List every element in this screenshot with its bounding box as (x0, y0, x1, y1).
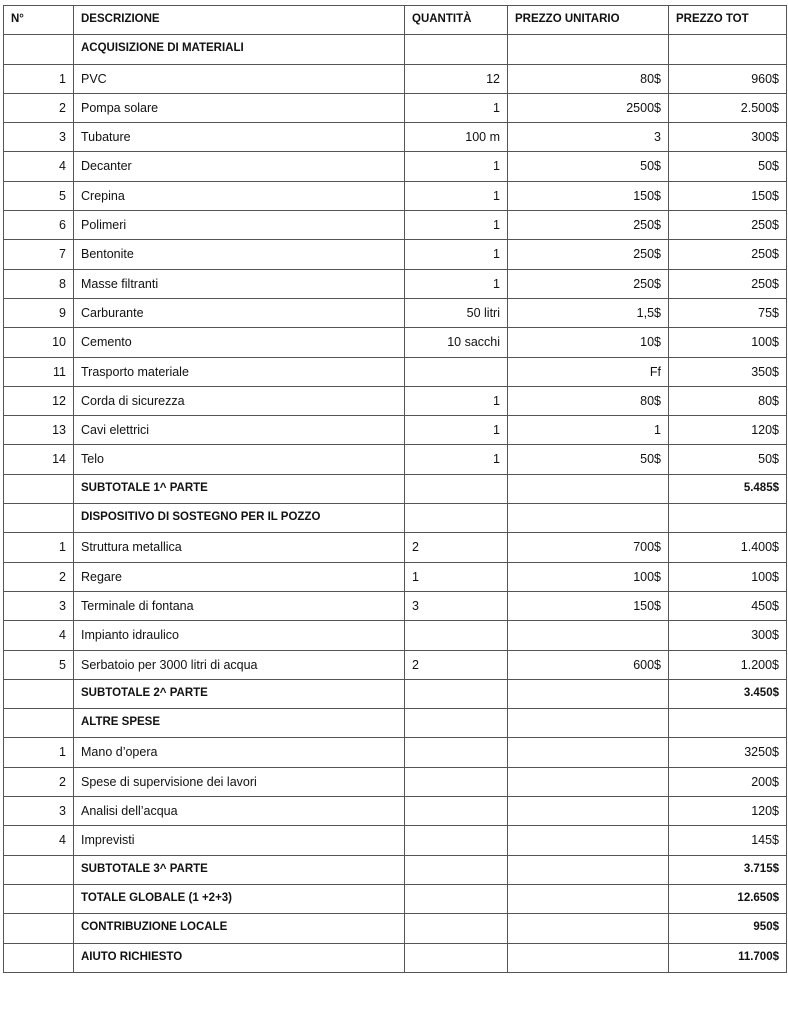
cell-quantity (405, 884, 508, 913)
cell-number: 5 (4, 181, 74, 210)
cell-description: PVC (74, 64, 405, 93)
cell-description: Analisi dell’acqua (74, 797, 405, 826)
cell-total-price: 250$ (669, 269, 787, 298)
table-row (4, 211, 787, 240)
table-row (4, 64, 787, 93)
cell-description: Telo (74, 445, 405, 474)
cell-total-price: 960$ (669, 64, 787, 93)
cell-total-price: 145$ (669, 826, 787, 855)
table-row (4, 826, 787, 855)
cell-quantity (405, 826, 508, 855)
cell-unit-price: 1 (508, 416, 669, 445)
cell-unit-price: 600$ (508, 650, 669, 679)
cell-quantity: 2 (405, 533, 508, 562)
cell-description: Spese di supervisione dei lavori (74, 767, 405, 796)
cell-total-price (669, 504, 787, 533)
cell-unit-price (508, 621, 669, 650)
cell-unit-price: Ff (508, 357, 669, 386)
cell-number (4, 474, 74, 503)
cell-total-price: 1.200$ (669, 650, 787, 679)
cell-number (4, 504, 74, 533)
header-description: DESCRIZIONE (74, 6, 405, 35)
cell-unit-price (508, 474, 669, 503)
cell-number (4, 884, 74, 913)
cell-unit-price (508, 679, 669, 708)
cell-total-price: 50$ (669, 445, 787, 474)
cell-total-price: 50$ (669, 152, 787, 181)
cell-quantity: 1 (405, 152, 508, 181)
table-row (4, 650, 787, 679)
cell-total-price: 250$ (669, 211, 787, 240)
cell-description: Carburante (74, 298, 405, 327)
cell-number: 4 (4, 826, 74, 855)
cell-number: 10 (4, 328, 74, 357)
cell-quantity: 50 litri (405, 298, 508, 327)
cell-description: SUBTOTALE 2^ PARTE (74, 679, 405, 708)
cell-description: CONTRIBUZIONE LOCALE (74, 914, 405, 943)
cell-unit-price (508, 709, 669, 738)
cell-unit-price: 250$ (508, 211, 669, 240)
cell-number: 4 (4, 621, 74, 650)
cell-unit-price (508, 943, 669, 972)
cell-unit-price (508, 738, 669, 767)
cell-number: 14 (4, 445, 74, 474)
cell-description: SUBTOTALE 1^ PARTE (74, 474, 405, 503)
cell-number: 9 (4, 298, 74, 327)
table-row (4, 357, 787, 386)
cell-description: Cavi elettrici (74, 416, 405, 445)
table-row (4, 298, 787, 327)
cell-number (4, 943, 74, 972)
cell-total-price: 200$ (669, 767, 787, 796)
cell-quantity: 1 (405, 269, 508, 298)
cell-quantity: 100 m (405, 123, 508, 152)
cell-number: 1 (4, 64, 74, 93)
cell-quantity: 1 (405, 386, 508, 415)
cell-number: 7 (4, 240, 74, 269)
table-row (4, 240, 787, 269)
cell-quantity: 1 (405, 93, 508, 122)
cell-number: 13 (4, 416, 74, 445)
cell-unit-price (508, 504, 669, 533)
table-row (4, 181, 787, 210)
cell-unit-price: 1,5$ (508, 298, 669, 327)
cell-total-price (669, 35, 787, 64)
cell-total-price: 150$ (669, 181, 787, 210)
subtotal-row (4, 943, 787, 972)
cell-total-price: 1.400$ (669, 533, 787, 562)
cell-quantity (405, 35, 508, 64)
cell-total-price: 3.715$ (669, 855, 787, 884)
table-row (4, 591, 787, 620)
cell-quantity: 1 (405, 211, 508, 240)
header-total-price: PREZZO TOT (669, 6, 787, 35)
section-row (4, 35, 787, 64)
cell-description: Trasporto materiale (74, 357, 405, 386)
cell-unit-price: 700$ (508, 533, 669, 562)
cell-total-price: 250$ (669, 240, 787, 269)
cell-quantity: 1 (405, 562, 508, 591)
cell-number: 2 (4, 93, 74, 122)
table-row (4, 797, 787, 826)
cell-quantity (405, 738, 508, 767)
table-row (4, 416, 787, 445)
cell-description: Serbatoio per 3000 litri di acqua (74, 650, 405, 679)
cell-quantity (405, 474, 508, 503)
cell-description: Polimeri (74, 211, 405, 240)
cell-description: Decanter (74, 152, 405, 181)
cell-total-price: 120$ (669, 416, 787, 445)
header-number: N° (4, 6, 74, 35)
cell-total-price: 75$ (669, 298, 787, 327)
cell-number (4, 35, 74, 64)
cell-quantity (405, 504, 508, 533)
table-row (4, 738, 787, 767)
cell-number: 1 (4, 533, 74, 562)
cell-number: 2 (4, 562, 74, 591)
cell-quantity (405, 679, 508, 708)
cell-description: Terminale di fontana (74, 591, 405, 620)
cell-quantity: 1 (405, 416, 508, 445)
cell-unit-price (508, 767, 669, 796)
table-row (4, 269, 787, 298)
budget-body (4, 35, 787, 973)
cell-unit-price (508, 35, 669, 64)
table-row (4, 767, 787, 796)
cell-total-price: 300$ (669, 123, 787, 152)
cell-unit-price: 250$ (508, 269, 669, 298)
cell-description: Crepina (74, 181, 405, 210)
cell-description: Imprevisti (74, 826, 405, 855)
cell-unit-price: 50$ (508, 445, 669, 474)
cell-description: ACQUISIZIONE DI MATERIALI (74, 35, 405, 64)
cell-unit-price: 100$ (508, 562, 669, 591)
cell-number: 8 (4, 269, 74, 298)
cell-quantity: 1 (405, 445, 508, 474)
cell-total-price: 5.485$ (669, 474, 787, 503)
cell-description: Corda di sicurezza (74, 386, 405, 415)
budget-table (3, 5, 787, 973)
cell-quantity (405, 855, 508, 884)
cell-unit-price (508, 855, 669, 884)
cell-description: Pompa solare (74, 93, 405, 122)
cell-quantity: 10 sacchi (405, 328, 508, 357)
cell-total-price: 12.650$ (669, 884, 787, 913)
cell-unit-price: 150$ (508, 181, 669, 210)
cell-number: 3 (4, 123, 74, 152)
table-row (4, 386, 787, 415)
cell-description: Tubature (74, 123, 405, 152)
cell-description: SUBTOTALE 3^ PARTE (74, 855, 405, 884)
cell-number: 2 (4, 767, 74, 796)
cell-description: TOTALE GLOBALE (1 +2+3) (74, 884, 405, 913)
table-row (4, 562, 787, 591)
cell-quantity: 1 (405, 181, 508, 210)
cell-number (4, 855, 74, 884)
cell-number: 12 (4, 386, 74, 415)
table-row (4, 328, 787, 357)
cell-number: 5 (4, 650, 74, 679)
cell-total-price: 950$ (669, 914, 787, 943)
table-row (4, 533, 787, 562)
subtotal-row (4, 914, 787, 943)
cell-description: AIUTO RICHIESTO (74, 943, 405, 972)
cell-unit-price: 50$ (508, 152, 669, 181)
cell-total-price: 120$ (669, 797, 787, 826)
cell-total-price: 80$ (669, 386, 787, 415)
cell-description: DISPOSITIVO DI SOSTEGNO PER IL POZZO (74, 504, 405, 533)
cell-quantity (405, 709, 508, 738)
cell-quantity: 1 (405, 240, 508, 269)
cell-total-price: 300$ (669, 621, 787, 650)
cell-number: 11 (4, 357, 74, 386)
cell-unit-price: 80$ (508, 64, 669, 93)
cell-unit-price: 2500$ (508, 93, 669, 122)
table-row (4, 123, 787, 152)
cell-description: ALTRE SPESE (74, 709, 405, 738)
cell-number: 3 (4, 797, 74, 826)
header-quantity: QUANTITÀ (405, 6, 508, 35)
cell-unit-price (508, 797, 669, 826)
header-unit-price: PREZZO UNITARIO (508, 6, 669, 35)
cell-description: Regare (74, 562, 405, 591)
cell-number (4, 914, 74, 943)
subtotal-row (4, 474, 787, 503)
cell-number: 1 (4, 738, 74, 767)
cell-unit-price: 250$ (508, 240, 669, 269)
cell-quantity: 3 (405, 591, 508, 620)
cell-total-price: 100$ (669, 562, 787, 591)
cell-description: Mano d’opera (74, 738, 405, 767)
cell-total-price: 350$ (669, 357, 787, 386)
cell-number: 4 (4, 152, 74, 181)
cell-description: Struttura metallica (74, 533, 405, 562)
subtotal-row (4, 884, 787, 913)
table-row (4, 93, 787, 122)
cell-unit-price: 10$ (508, 328, 669, 357)
cell-description: Cemento (74, 328, 405, 357)
cell-unit-price (508, 914, 669, 943)
cell-description: Bentonite (74, 240, 405, 269)
subtotal-row (4, 855, 787, 884)
cell-quantity (405, 767, 508, 796)
cell-number: 6 (4, 211, 74, 240)
cell-unit-price (508, 884, 669, 913)
cell-quantity (405, 797, 508, 826)
cell-total-price: 3250$ (669, 738, 787, 767)
section-row (4, 504, 787, 533)
cell-total-price: 450$ (669, 591, 787, 620)
cell-number: 3 (4, 591, 74, 620)
cell-unit-price: 3 (508, 123, 669, 152)
subtotal-row (4, 679, 787, 708)
cell-total-price: 3.450$ (669, 679, 787, 708)
section-row (4, 709, 787, 738)
cell-total-price (669, 709, 787, 738)
table-row (4, 445, 787, 474)
cell-total-price: 11.700$ (669, 943, 787, 972)
cell-number (4, 709, 74, 738)
cell-quantity: 12 (405, 64, 508, 93)
cell-quantity (405, 914, 508, 943)
cell-total-price: 100$ (669, 328, 787, 357)
header-row (4, 6, 787, 35)
cell-quantity (405, 943, 508, 972)
cell-quantity (405, 621, 508, 650)
cell-description: Masse filtranti (74, 269, 405, 298)
table-row (4, 621, 787, 650)
cell-unit-price: 150$ (508, 591, 669, 620)
table-row (4, 152, 787, 181)
cell-unit-price (508, 826, 669, 855)
cell-quantity (405, 357, 508, 386)
cell-total-price: 2.500$ (669, 93, 787, 122)
cell-description: Impianto idraulico (74, 621, 405, 650)
cell-quantity: 2 (405, 650, 508, 679)
cell-unit-price: 80$ (508, 386, 669, 415)
cell-number (4, 679, 74, 708)
